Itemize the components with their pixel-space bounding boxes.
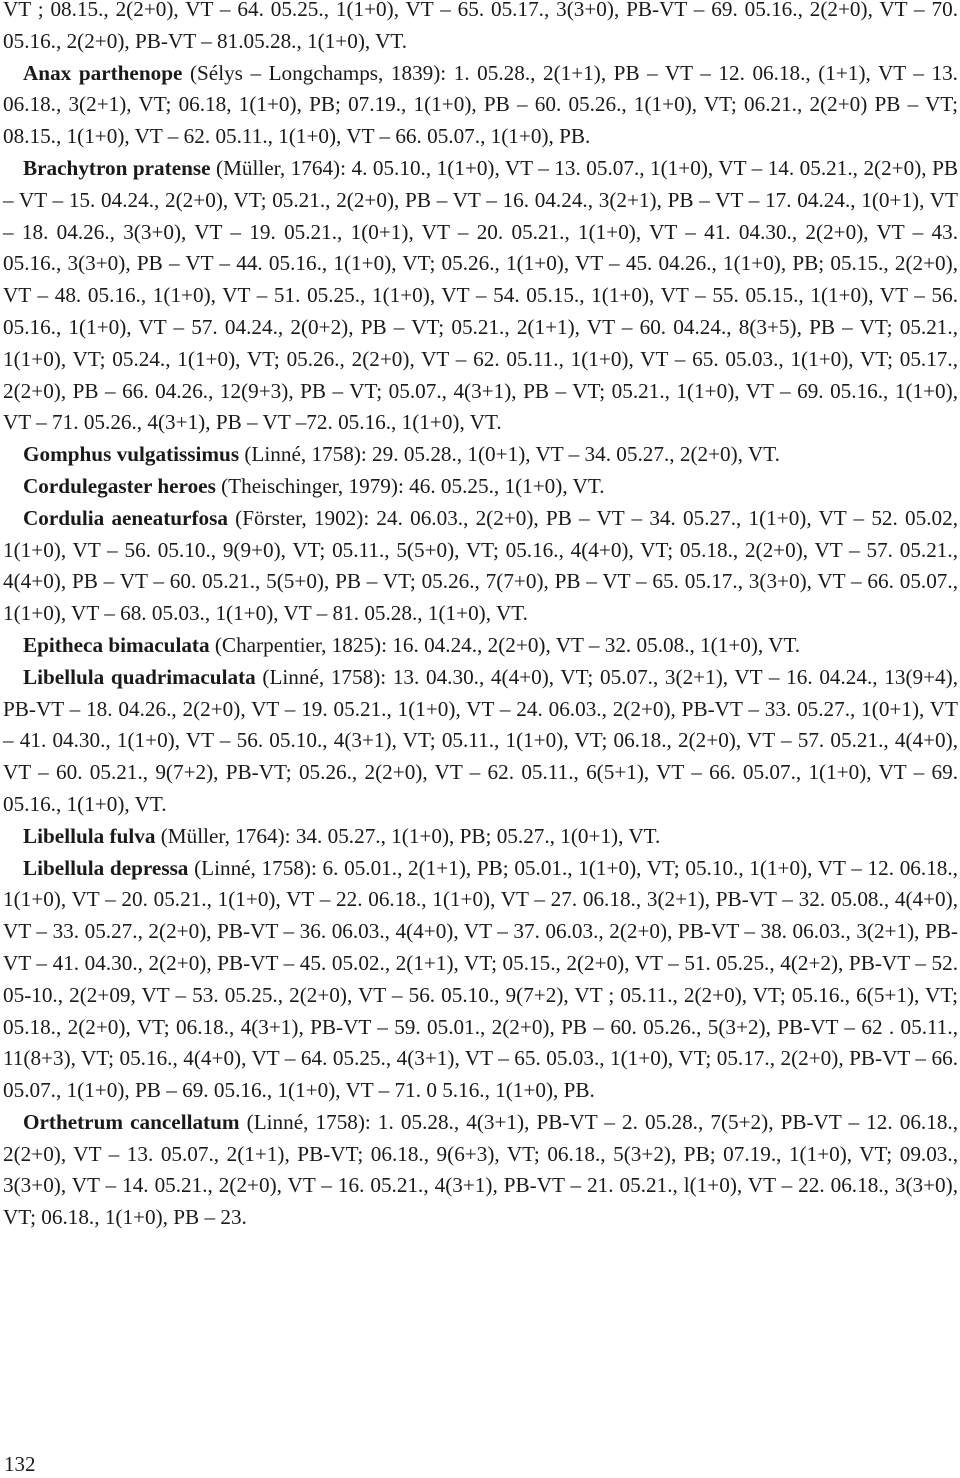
species-name: Brachytron pratense: [23, 155, 211, 180]
species-records: (Müller, 1764): 4. 05.10., 1(1+0), VT – 13. 05.07., 1(1+0), VT – 14. 05.21., 2(2+0), PB – VT – 15. 04.24., 2(2+0), VT; 05.21., 2(2+0), PB – VT – 16. 04.24., 3(2+1), PB – VT – 17. 04.24., 1(0+1), VT – 18. 04.26., 3(3+0), VT – 19. 05.21., 1(0+1), VT – 20. 05.21., 1(1+0), VT – 41. 04.30., 2(2+0), VT – 43. 05.16., 3(3+0), PB – VT – 44. 05.16., 1(1+0), VT; 05.26., 1(1+0), VT – 45. 04.26., 1(1+0), PB; 05.15., 2(2+0), VT – 48. 05.16., 1(1+0), VT – 51. 05.25., 1(1+0), VT – 54. 05.15., 1(1+0), VT – 55. 05.15., 1(1+0), VT – 56. 05.16., 1(1+0), VT – 57. 04.24., 2(0+2), PB – VT; 05.21., 2(1+1), VT – 60. 04.24., 8(3+5), PB – VT; 05.21., 1(1+0), VT; 05.24., 1(1+0), VT; 05.26., 2(2+0), VT – 62. 05.11., 1(1+0), VT – 65. 05.03., 1(1+0), VT; 05.17., 2(2+0), PB – 66. 04.26., 12(9+3), PB – VT; 05.07., 4(3+1), PB – VT; 05.21., 1(1+0), VT – 69. 05.16., 1(1+0), VT – 71. 05.26., 4(3+1), PB – VT –72. 05.16., 1(1+0), VT.: [3, 155, 958, 435]
species-entry-gomphus-vulgatissimus: [3, 439, 958, 471]
species-name: Cordulia aeneaturfosa: [23, 505, 228, 530]
species-entry-libellula-quadrimaculata: [3, 662, 958, 821]
species-name: Gomphus vulgatissimus: [23, 442, 240, 467]
species-entry-epitheca-bimaculata: [3, 630, 958, 662]
species-records: (Theischinger, 1979): 46. 05.25., 1(1+0), VT.: [215, 473, 605, 498]
species-entry-orthetrum-cancellatum: [3, 1107, 958, 1234]
species-records: (Sélys – Longchamps, 1839): 1. 05.28., 2(1+1), PB – VT – 12. 06.18., (1+1), VT – 13. 06.18., 3(2+1), VT; 06.18, 1(1+0), PB; 07.19., 1(1+0), PB – 60. 05.26., 1(1+0), VT; 06.21., 2(2+0) PB – VT; 08.15., 1(1+0), VT – 62. 05.11., 1(1+0), VT – 66. 05.07., 1(1+0), PB.: [3, 60, 958, 149]
page-number: 132: [4, 1452, 36, 1476]
species-records: (Förster, 1902): 24. 06.03., 2(2+0), PB – VT – 34. 05.27., 1(1+0), VT – 52. 05.02, 1(1+0), VT – 56. 05.10., 9(9+0), VT; 05.11., 5(5+0), VT; 05.16., 4(4+0), VT; 05.18., 2(2+0), VT – 57. 05.21., 4(4+0), PB – VT – 60. 05.21., 5(5+0), PB – VT; 05.26., 7(7+0), PB – VT – 65. 05.17., 3(3+0), VT – 66. 05.07., 1(1+0), VT – 68. 05.03., 1(1+0), VT – 81. 05.28., 1(1+0), VT.: [3, 505, 958, 626]
species-records: (Linné, 1758): 6. 05.01., 2(1+1), PB; 05.01., 1(1+0), VT; 05.10., 1(1+0), VT – 12. 06.18., 1(1+0), VT – 20. 05.21., 1(1+0), VT – 22. 06.18., 1(1+0), VT – 27. 06.18., 3(2+1), PB-VT – 32. 05.08., 4(4+0), VT – 33. 05.27., 2(2+0), PB-VT – 36. 06.03., 4(4+0), VT – 37. 06.03., 2(2+0), PB-VT – 38. 06.03., 3(2+1), PB-VT – 41. 04.30., 2(2+0), PB-VT – 45. 05.02., 2(1+1), VT; 05.15., 2(2+0), VT – 51. 05.25., 4(2+2), PB-VT – 52. 05-10., 2(2+09, VT – 53. 05.25., 2(2+0), VT – 56. 05.10., 9(7+2), VT ; 05.11., 2(2+0), VT; 05.16., 6(5+1), VT; 05.18., 2(2+0), VT; 06.18., 4(3+1), PB-VT – 59. 05.01., 2(2+0), PB – 60. 05.26., 5(3+2), PB-VT – 62 . 05.11., 11(8+3), VT; 05.16., 4(4+0), VT – 64. 05.25., 4(3+1), VT – 65. 05.03., 1(1+0), VT; 05.17., 2(2+0), PB-VT – 66. 05.07., 1(1+0), PB – 69. 05.16., 1(1+0), VT – 71. 0 5.16., 1(1+0), PB.: [3, 855, 958, 1103]
species-entry-libellula-fulva: [3, 821, 958, 853]
species-entry-cordulegaster-heroes: [3, 471, 958, 503]
species-name: Libellula quadrimaculata: [23, 664, 256, 689]
species-name: Anax parthenope: [23, 60, 183, 85]
species-records: (Müller, 1764): 34. 05.27., 1(1+0), PB; 05.27., 1(0+1), VT.: [155, 823, 661, 848]
species-records: (Charpentier, 1825): 16. 04.24., 2(2+0), VT – 32. 05.08., 1(1+0), VT.: [209, 632, 801, 657]
species-records: (Linné, 1758): 1. 05.28., 4(3+1), PB-VT – 2. 05.28., 7(5+2), PB-VT – 12. 06.18., 2(2+0), VT – 13. 05.07., 2(1+1), PB-VT; 06.18., 9(6+3), VT; 06.18., 5(3+2), PB; 07.19., 1(1+0), VT; 09.03., 3(3+0), VT – 14. 05.21., 2(2+0), VT – 16. 05.21., 4(3+1), PB-VT – 21. 05.21., l(1+0), VT – 22. 06.18., 3(3+0), VT; 06.18., 1(1+0), PB – 23.: [3, 1109, 959, 1230]
species-name: Cordulegaster heroes: [23, 473, 216, 498]
species-records: (Linné, 1758): 13. 04.30., 4(4+0), VT; 05.07., 3(2+1), VT – 16. 04.24., 13(9+4), PB-VT – 18. 04.26., 2(2+0), VT – 19. 05.21., 1(1+0), VT – 24. 06.03., 2(2+0), PB-VT – 33. 05.27., 1(0+1), VT – 41. 04.30., 1(1+0), VT – 56. 05.10., 4(3+1), VT; 05.11., 1(1+0), VT; 06.18., 2(2+0), VT – 57. 05.21., 4(4+0), VT – 60. 05.21., 9(7+2), PB-VT; 05.26., 2(2+0), VT – 62. 05.11., 6(5+1), VT – 66. 05.07., 1(1+0), VT – 69. 05.16., 1(1+0), VT.: [3, 664, 958, 816]
species-name: Epitheca bimaculata: [23, 632, 210, 657]
species-entry-cordulia-aeneaturfosa: [3, 503, 958, 630]
species-name: Libellula fulva: [23, 823, 156, 848]
species-entry-brachytron-pratense: [3, 153, 958, 439]
continuation-paragraph: VT ; 08.15., 2(2+0), VT – 64. 05.25., 1(1+0), VT – 65. 05.17., 3(3+0), PB-VT – 69. 05.16., 2(2+0), VT – 70. 05.16., 2(2+0), PB-VT – 81.05.28., 1(1+0), VT.: [3, 0, 958, 53]
species-records: (Linné, 1758): 29. 05.28., 1(0+1), VT – 34. 05.27., 2(2+0), VT.: [239, 442, 780, 467]
species-name: Orthetrum cancellatum: [23, 1109, 240, 1134]
species-entry-libellula-depressa: [3, 853, 958, 1107]
species-entry-anax-parthenope: [3, 58, 958, 153]
species-name: Libellula depressa: [23, 855, 189, 880]
